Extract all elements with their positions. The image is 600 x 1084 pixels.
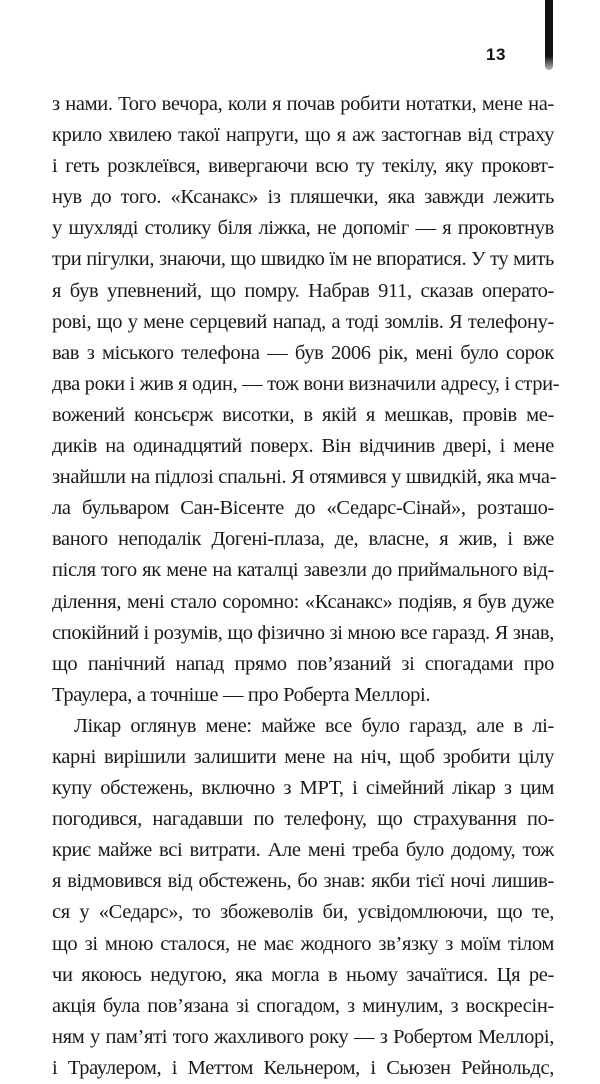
text-line: ла бульваром Сан-Вісенте до «Седарс-Сінай», розташо- bbox=[52, 497, 554, 520]
text-line: Лікар оглянув мене: майже все було гаразд, але в лі- bbox=[74, 714, 554, 737]
text-line: з нами. Того вечора, коли я почав робити нотатки, мене на- bbox=[52, 93, 554, 115]
paragraph-1 bbox=[52, 89, 560, 711]
text-line: погодився, нагадавши по телефону, що страхування по- bbox=[52, 808, 554, 831]
text-line: спокійний і розумів, що фізично зі мною все гаразд. Я знав, bbox=[52, 621, 554, 644]
text-line: нув до того. «Ксанакс» із пляшечки, яка завжди лежить bbox=[52, 186, 554, 209]
text-line: Траулера, а точніше — про Роберта Меллорі. bbox=[52, 683, 431, 706]
text-line: два роки і жив я один, — тож вони визначили адресу, і стри- bbox=[52, 372, 560, 395]
text-line: вожений консьєрж висотки, в якій я мешкав, провів ме- bbox=[52, 403, 554, 426]
text-line: ваного неподалік Догені-плаза, де, власне, я жив, і вже bbox=[52, 528, 554, 551]
text-line: криє майже всі витрати. Але мені треба було додому, тож bbox=[52, 839, 554, 862]
text-line: що зі мною сталося, не має жодного зв’язку з моїм тілом bbox=[52, 932, 554, 955]
text-line: у шухляді столику біля ліжка, не допоміг — я проковтнув bbox=[52, 217, 554, 240]
text-line: акція була пов’язана зі спогадом, з минулим, з воскресін- bbox=[52, 994, 554, 1017]
text-line: я був упевнений, що помру. Набрав 911, сказав операто- bbox=[52, 279, 554, 302]
text-line: купу обстежень, включно з МРТ, і сімейний лікар з цим bbox=[52, 777, 554, 800]
text-line: що панічний напад прямо пов’язаний зі спогадами про bbox=[52, 652, 554, 675]
page-edge-mark bbox=[545, 0, 553, 70]
text-line: ділення, мені стало соромно: «Ксанакс» подіяв, я був дуже bbox=[52, 590, 554, 613]
text-line: я відмовився від обстежень, бо знав: якби тієї ночі лишив- bbox=[52, 870, 554, 893]
text-line: карні вирішили залишити мене на ніч, щоб зробити цілу bbox=[52, 745, 554, 768]
text-line: вав з міського телефона — був 2006 рік, мені було сорок bbox=[52, 341, 554, 364]
text-line: після того як мене на каталці завезли до приймального від- bbox=[52, 559, 554, 582]
paragraph-2 bbox=[52, 711, 554, 1084]
text-line: ням у пам’яті того жахливого року — з Робертом Меллорі, bbox=[52, 1025, 554, 1048]
text-line: і Траулером, і Меттом Кельнером, і Сьюзен Рейнольдс, bbox=[52, 1056, 554, 1079]
text-line: крило хвилею такої напруги, що я аж застогнав від страху bbox=[52, 124, 554, 147]
page-number: 13 bbox=[486, 45, 506, 64]
text-line: знайшли на підлозі спальні. Я отямився у швидкій, яка мча- bbox=[52, 466, 557, 489]
text-line: три пігулки, знаючи, що швидко їм не впоратися. У ту мить bbox=[52, 248, 554, 271]
text-line: ся у «Седарс», то збожеволів би, усвідомлюючи, що те, bbox=[52, 901, 554, 924]
text-line: чи якоюсь недугою, яка могла в ньому зачаїтися. Ця ре- bbox=[52, 963, 554, 986]
text-line: і геть розклеївся, вивергаючи всю ту текілу, яку проковт- bbox=[52, 155, 554, 178]
text-line: рові, що у мене серцевий напад, а тоді зомлів. Я телефону- bbox=[52, 310, 554, 333]
body-text bbox=[52, 89, 560, 1084]
text-line: диків на одинадцятий поверх. Він відчинив двері, і мене bbox=[52, 435, 554, 458]
